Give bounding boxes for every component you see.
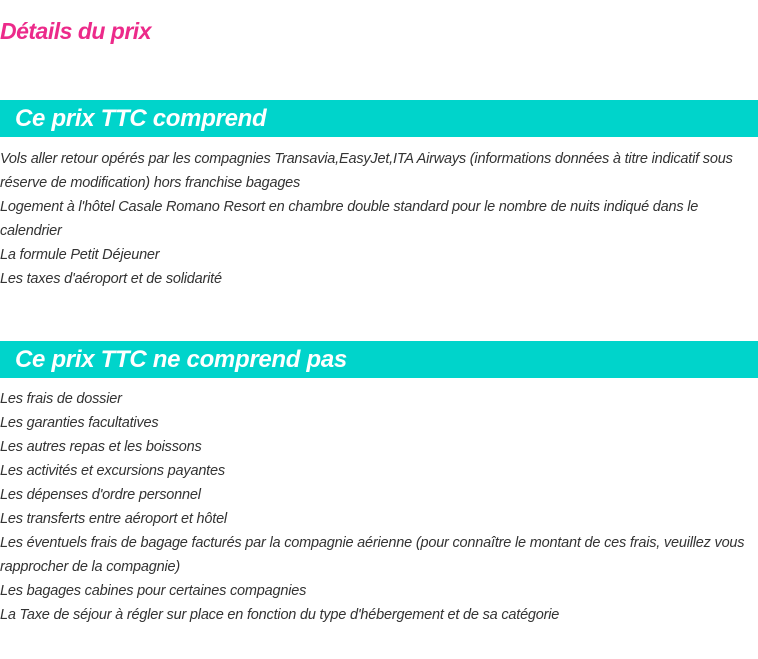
list-item: Les autres repas et les boissons — [0, 439, 202, 455]
list-item: La Taxe de séjour à régler sur place en fonction du type d'hébergement et de sa catégorie — [0, 607, 560, 623]
included-items-list — [0, 147, 755, 291]
list-item: Les frais de dossier — [0, 391, 122, 407]
list-item: Vols aller retour opérés par les compagnies Transavia,EasyJet,ITA Airways (informations données à titre indicatif sous réserve de modification) hors franchise bagages — [0, 151, 733, 191]
list-item: Les bagages cabines pour certaines compagnies — [0, 583, 307, 599]
list-item: Les taxes d'aéroport et de solidarité — [0, 271, 222, 287]
list-item: Logement à l'hôtel Casale Romano Resort en chambre double standard pour le nombre de nuits indiqué dans le calendrier — [0, 199, 699, 239]
page-title: Détails du prix — [0, 18, 151, 44]
list-item: La formule Petit Déjeuner — [0, 247, 160, 263]
excluded-section-header: Ce prix TTC ne comprend pas — [0, 341, 758, 378]
list-item: Les transferts entre aéroport et hôtel — [0, 511, 227, 527]
list-item: Les dépenses d'ordre personnel — [0, 487, 201, 503]
list-item: Les activités et excursions payantes — [0, 463, 225, 479]
list-item: Les éventuels frais de bagage facturés par la compagnie aérienne (pour connaître le montant de ces frais, veuillez vous rapprocher de la compagnie) — [0, 535, 745, 575]
included-section-header: Ce prix TTC comprend — [0, 100, 758, 137]
excluded-items-list — [0, 387, 755, 627]
list-item: Les garanties facultatives — [0, 415, 159, 431]
